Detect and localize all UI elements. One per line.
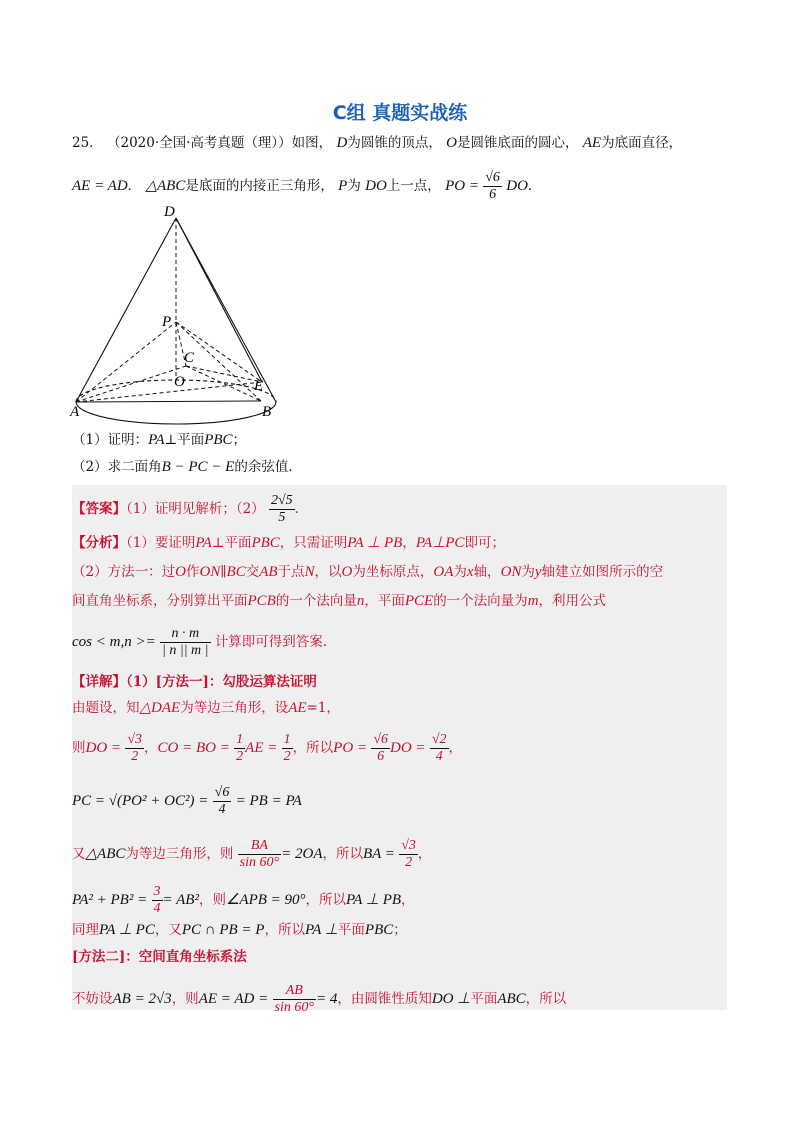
slant-left	[76, 218, 176, 402]
edge-AB	[76, 401, 261, 402]
cone-diagram	[66, 200, 296, 425]
detail-line-3: PC = √(PO² + OC²) = $\frac{√6}{4}$ = PB = PA	[72, 785, 302, 817]
edge-CB	[186, 366, 264, 401]
diameter-AE	[76, 382, 262, 402]
label-O: O	[174, 374, 185, 390]
analysis-line-3: 间直角坐标系，分别算出平面PCB的一个法向量n，平面PCE的一个法向量为m，利用公式	[72, 593, 607, 609]
label-A: A	[70, 404, 80, 420]
label-C: C	[184, 350, 195, 366]
question-2: （2）求二面角B − PC − E的余弦值．	[72, 459, 302, 475]
problem-source: （2020·全国·高考真题（理））如图，	[106, 135, 333, 151]
detail-line-6: 同理PA ⊥ PC，又PC ∩ PB = P，所以PA ⊥平面PBC；	[72, 922, 407, 938]
analysis-label: 【分析】	[72, 535, 126, 551]
detail-heading: 【详解】（1）[方法一]：勾股运算法证明	[72, 674, 317, 690]
detail-label: 【详解】	[72, 674, 126, 690]
base-front-arc	[76, 402, 276, 424]
label-B: B	[262, 404, 272, 420]
detail-line-5: PA² + PB² = $\frac{3}{4}$ = AB²，则∠APB = 90°，所以PA ⊥ PB，	[72, 884, 415, 916]
edge-AP	[76, 322, 176, 402]
analysis-line-2: （2）方法一：过O作ON∥BC交AB于点N，以O为坐标原点，OA为x轴，ON为y轴建立如图所示的空	[72, 564, 664, 580]
edge-CE	[186, 366, 262, 382]
label-D: D	[164, 204, 175, 220]
problem-line-2: AE = AD． △ABC是底面的内接正三角形， P为 DO上一点， PO = $\frac{√6}{6}$ DO．	[72, 170, 542, 202]
method-2-heading: [方法二]：空间直角坐标系法	[72, 949, 247, 965]
section-title: C组 真题实战练	[332, 102, 468, 124]
detail-line-1: 由题设，知△DAE为等边三角形，设AE=1，	[72, 700, 340, 716]
detail-line-2: 则DO = $\frac{√3}{2}$ ，CO = BO = $\frac{1}{2}$ AE = $\frac{1}{2}$ ，所以PO = $\frac{√6}{6}$ DO = $\frac{√2}{4}$ ，	[72, 732, 463, 764]
analysis-line-4: cos < m,n >= $\frac{n \cdot m}{| n || m |}$ 计算即可得到答案.	[72, 626, 328, 658]
detail-line-7: 不妨设AB = 2√3，则AE = AD = $\frac{AB}{\sin 60^\circ}$ = 4，由圆锥性质知DO ⊥平面ABC，所以	[72, 983, 567, 1015]
label-E: E	[254, 378, 264, 394]
answer-line: 【答案】（1）证明见解析；（2） $\frac{2√5}{5}$ ．	[72, 493, 309, 525]
label-P: P	[162, 314, 172, 330]
analysis-line-1: 【分析】（1）要证明PA⊥平面PBC，只需证明PA ⊥ PB，PA⊥PC即可；	[72, 535, 505, 551]
problem-line-1: 25． （2020·全国·高考真题（理））如图， D为圆锥的顶点， O是圆锥底面的圆心， AE为底面直径，	[72, 135, 683, 151]
answer-label: 【答案】	[72, 501, 126, 517]
detail-line-4: 又△ABC为等边三角形，则 $\frac{BA}{\sin 60^\circ}$ = 2OA，所以BA = $\frac{√3}{2}$ ，	[72, 838, 432, 870]
problem-number: 25．	[72, 135, 103, 151]
question-1: （1）证明：PA⊥平面PBC；	[72, 432, 247, 448]
